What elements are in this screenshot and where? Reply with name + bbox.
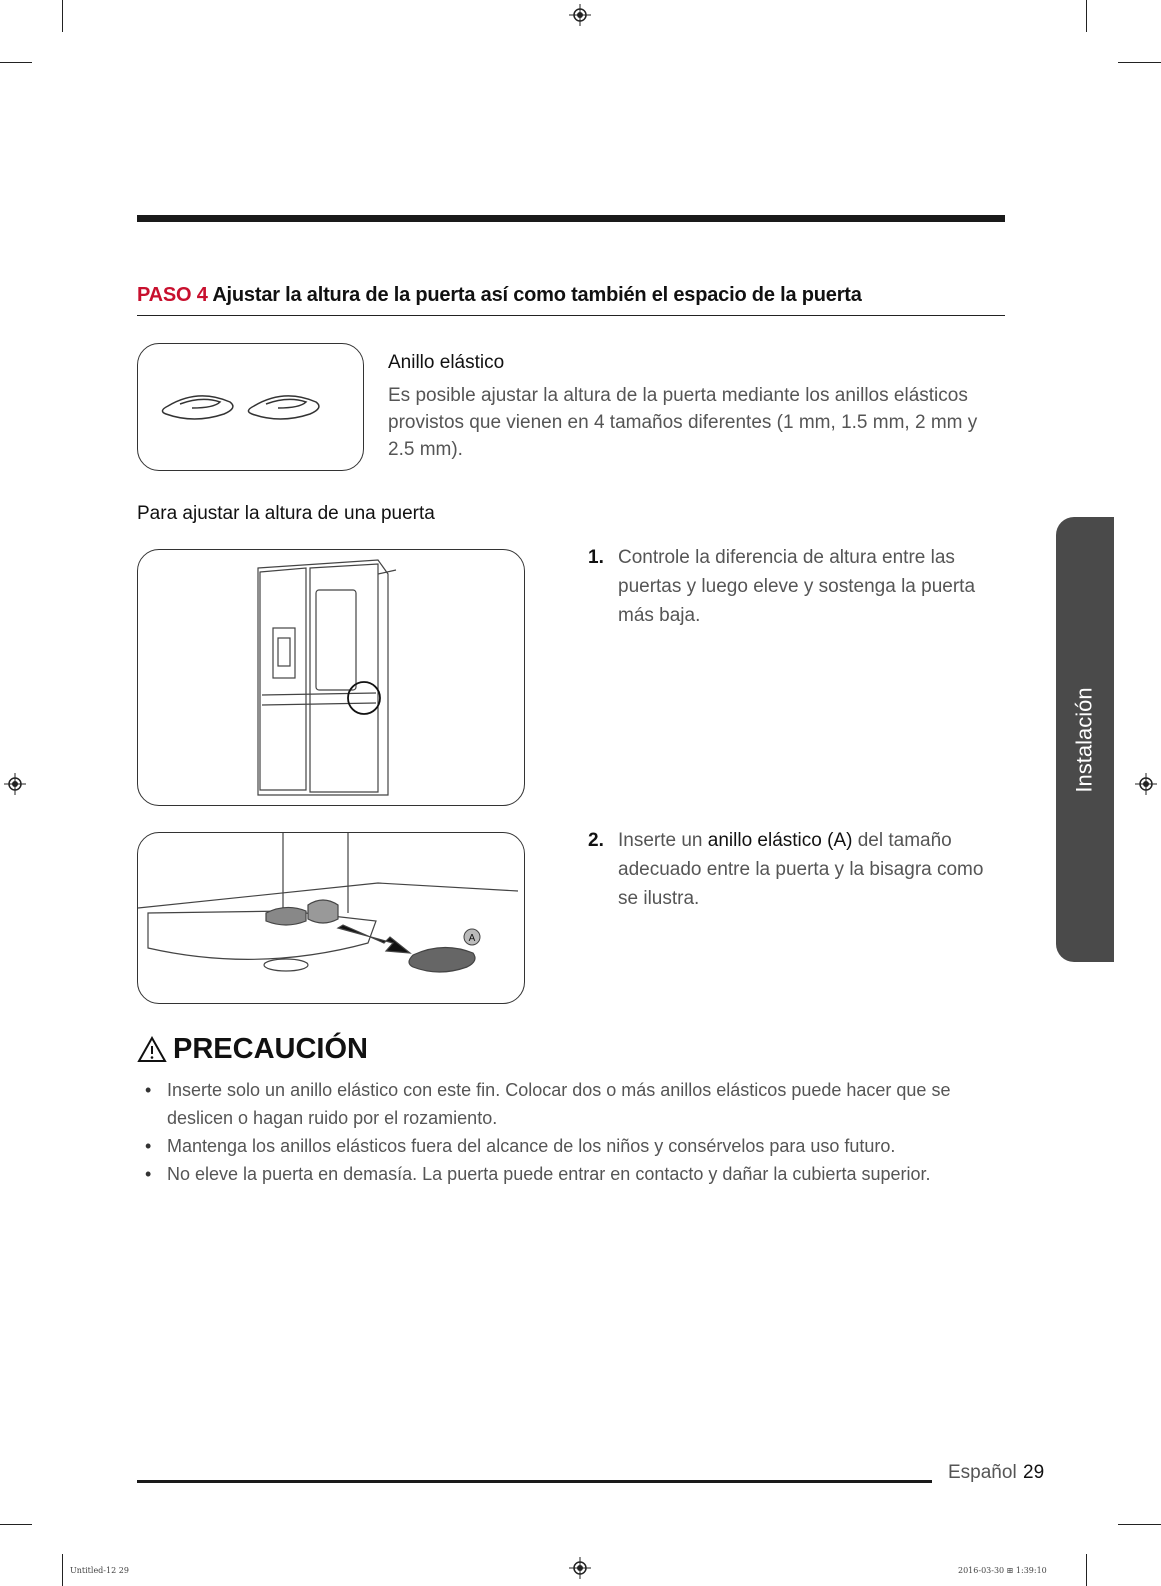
step-text: del tamaño adecuado entre la puerta y la bisagra como se ilustra. [618,830,984,909]
crop-mark [0,62,32,63]
step-2 [588,826,998,913]
caution-item: • No eleve la puerta en demasía. La puerta puede entrar en contacto y dañar la cubierta superior. [137,1160,997,1188]
ring-title: Anillo elástico [388,352,505,373]
crop-mark [62,0,63,32]
registration-mark-icon [1135,773,1157,795]
step-label: PASO 4 [137,284,208,306]
step-1 [588,543,998,630]
elastic-ring-figure [137,343,364,471]
step-title: Ajustar la altura de la puerta así como también el espacio de la puerta [212,284,862,306]
crop-mark [1118,1524,1161,1525]
step-emphasis: anillo elástico (A) [707,830,853,851]
crop-mark [62,1554,63,1586]
page-number: 29 [1023,1462,1045,1483]
section-tab-label: Instalación [1072,686,1097,793]
section-side-tab [1056,517,1114,962]
registration-mark-icon [4,773,26,795]
caution-item: • Mantenga los anillos elásticos fuera del alcance de los niños y consérvelos para uso futuro. [137,1132,997,1160]
top-rule [137,215,1005,222]
crop-mark [1086,1554,1087,1586]
registration-mark-icon [569,4,591,26]
print-mark-left: Untitled-12 29 [70,1566,129,1575]
refrigerator-figure [137,549,525,806]
callout-a-label: A [468,933,476,944]
crop-mark [1118,62,1161,63]
caution-item: • Inserte solo un anillo elástico con este fin. Colocar dos o más anillos elásticos puede hacer que se deslicen o hagan ruido por el rozamiento. [137,1076,997,1132]
print-mark-right: 2016-03-30 ⊞ 1:39:10 [958,1566,1047,1575]
ring-description: Es posible ajustar la altura de la puerta mediante los anillos elásticos provistos que vienen en 4 tamaños diferentes (1 mm, 1.5 mm, 2 mm y 2.5 mm). [388,385,978,460]
warning-triangle-icon [137,1036,167,1063]
procedure-heading: Para ajustar la altura de una puerta [137,503,435,524]
footer-rule [137,1480,932,1483]
caution-list [137,1076,997,1188]
registration-mark-icon [569,1557,591,1579]
step-text: Controle la diferencia de altura entre las puertas y luego eleve y sostenga la puerta más baja. [618,547,976,626]
step-text: Inserte un [618,830,708,851]
crop-mark [0,1524,32,1525]
hinge-figure [137,832,525,1004]
footer-language: Español [948,1462,1017,1483]
step-number: 1. [588,547,604,568]
caution-title: PRECAUCIÓN [173,1033,368,1065]
step-number: 2. [588,830,604,851]
crop-mark [1086,0,1087,32]
heading-underline [137,315,1005,316]
step-heading [137,284,862,307]
caution-heading [137,1033,368,1066]
